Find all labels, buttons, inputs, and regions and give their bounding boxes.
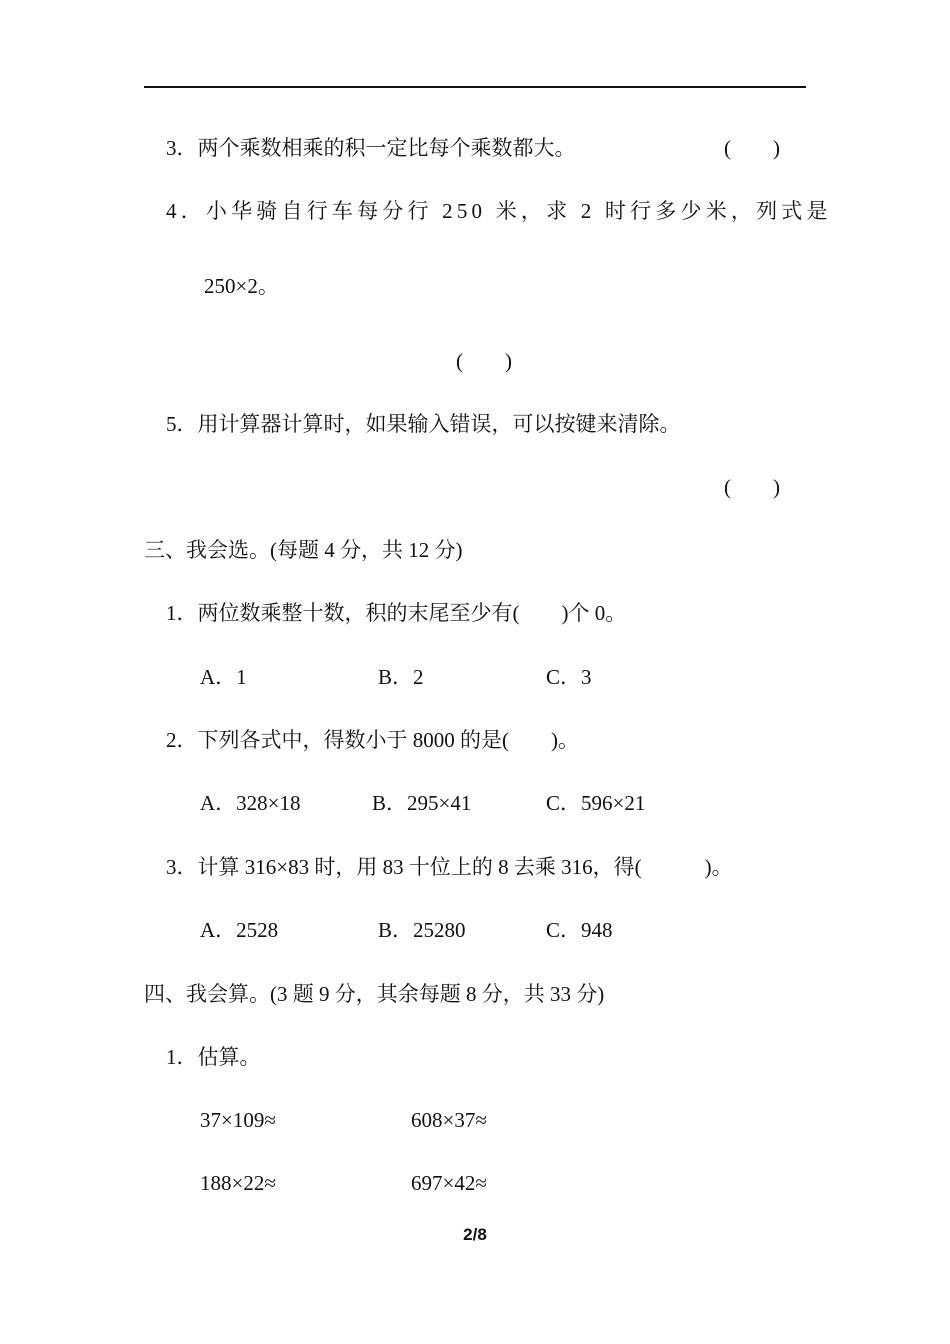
q1-option-c[interactable]: C．3 <box>546 665 592 689</box>
choice-question-2: 2．下列各式中，得数小于 8000 的是( )。 <box>166 728 579 752</box>
section-4-heading: 四、我会算。(3 题 9 分，其余每题 8 分，共 33 分) <box>144 982 605 1006</box>
answer-blank-q5[interactable]: ( ) <box>724 475 780 499</box>
q1-option-a[interactable]: A．1 <box>200 665 247 689</box>
estimate-item: 188×22≈ <box>200 1171 276 1195</box>
q3-option-b[interactable]: B．25280 <box>378 918 466 942</box>
q2-option-b[interactable]: B．295×41 <box>372 791 472 815</box>
estimate-item: 697×42≈ <box>411 1171 487 1195</box>
judge-question-5: 5．用计算器计算时，如果输入错误，可以按键来清除。 <box>166 412 681 436</box>
q1-option-b[interactable]: B．2 <box>378 665 424 689</box>
judge-question-3: 3．两个乘数相乘的积一定比每个乘数都大。 <box>166 136 576 160</box>
answer-blank-q4[interactable]: ( ) <box>456 349 512 373</box>
estimate-item: 37×109≈ <box>200 1108 276 1132</box>
q2-option-c[interactable]: C．596×21 <box>546 791 646 815</box>
q3-option-a[interactable]: A．2528 <box>200 918 279 942</box>
q2-option-a[interactable]: A．328×18 <box>200 791 301 815</box>
judge-question-4-expression: 250×2。 <box>204 274 279 298</box>
header-rule <box>144 86 806 88</box>
choice-question-1: 1．两位数乘整十数，积的末尾至少有( )个 0。 <box>166 601 627 625</box>
estimate-item: 608×37≈ <box>411 1108 487 1132</box>
q3-option-c[interactable]: C．948 <box>546 918 613 942</box>
page-number: 2/8 <box>463 1225 487 1244</box>
calc-question-1: 1．估算。 <box>166 1045 261 1069</box>
answer-blank-q3[interactable]: ( ) <box>724 136 780 160</box>
choice-question-3: 3．计算 316×83 时，用 83 十位上的 8 去乘 316，得( )。 <box>166 855 733 879</box>
section-3-heading: 三、我会选。(每题 4 分，共 12 分) <box>144 538 463 562</box>
judge-question-4: 4．小华骑自行车每分行 250 米，求 2 时行多少米，列式是 <box>166 199 832 223</box>
